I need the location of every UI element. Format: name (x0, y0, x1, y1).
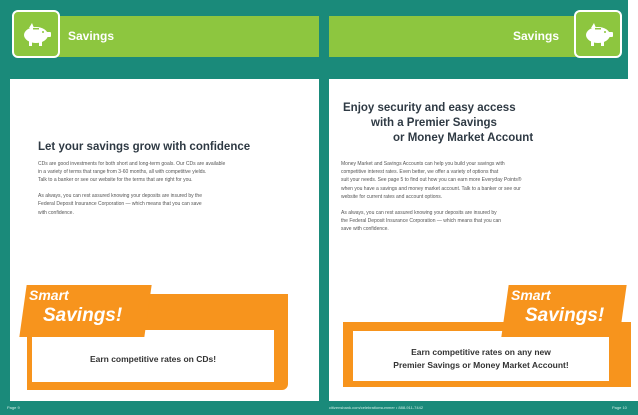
right-section-title: Savings (513, 29, 560, 43)
right-heading-line-2: with a Premier Savings (371, 117, 497, 129)
left-header-bar (22, 16, 319, 57)
right-smart-label: Smart (511, 287, 551, 303)
left-paragraph-1: CDs are good investments for both short and long-term goals. Our CDs are available in a variety of terms that range from 3-60 months, all with competitive yields. Talk to a banker or see our website for the terms that are right for you. (38, 161, 226, 184)
piggy-bank-icon (12, 10, 60, 58)
right-heading-line-3: or Money Market Account (393, 132, 534, 144)
left-paragraph-2: As always, you can rest assured knowing your deposits are insured by the Federal Deposit Insurance Corporation — which means that you can save with confidence. (38, 193, 202, 216)
right-promo-line-2: Premier Savings or Money Market Account! (393, 360, 569, 370)
piggy-bank-icon (574, 10, 622, 58)
left-savings-label: Savings! (43, 305, 123, 326)
right-body (341, 160, 521, 241)
footer-url: citizensbank.com/celebrationsummer • 888-911-7442 (329, 405, 424, 410)
footer-page-right: Page 10 (612, 405, 627, 410)
left-body (38, 160, 225, 224)
right-heading-line-1: Enjoy security and easy access (343, 102, 516, 114)
right-page (329, 0, 638, 401)
right-paragraph-2: As always, you can rest assured knowing your deposits are insured by the Federal Deposit Insurance Corporation — which means that you can save with confidence. (341, 209, 502, 232)
right-promo-line-1: Earn competitive rates on any new (411, 347, 551, 357)
right-paragraph-1: Money Market and Savings Accounts can help you build your savings with competitive interest rates. Even better, we offer a variety of options that suit your needs. See page 5 to find out how you can earn more Everyday Points® when you have a savings and money market account. Talk to a banker or see our website for current rates and account options. (341, 161, 522, 200)
left-section-title: Savings (68, 29, 115, 43)
right-promo-text (353, 346, 609, 372)
right-heading (343, 101, 533, 146)
left-promo-text: Earn competitive rates on CDs! (89, 354, 217, 364)
left-page (10, 0, 319, 401)
left-heading: Let your savings grow with confidence (38, 141, 251, 153)
left-smart-label: Smart (29, 287, 69, 303)
right-savings-label: Savings! (525, 305, 605, 326)
footer-page-left: Page 9 (7, 405, 20, 410)
